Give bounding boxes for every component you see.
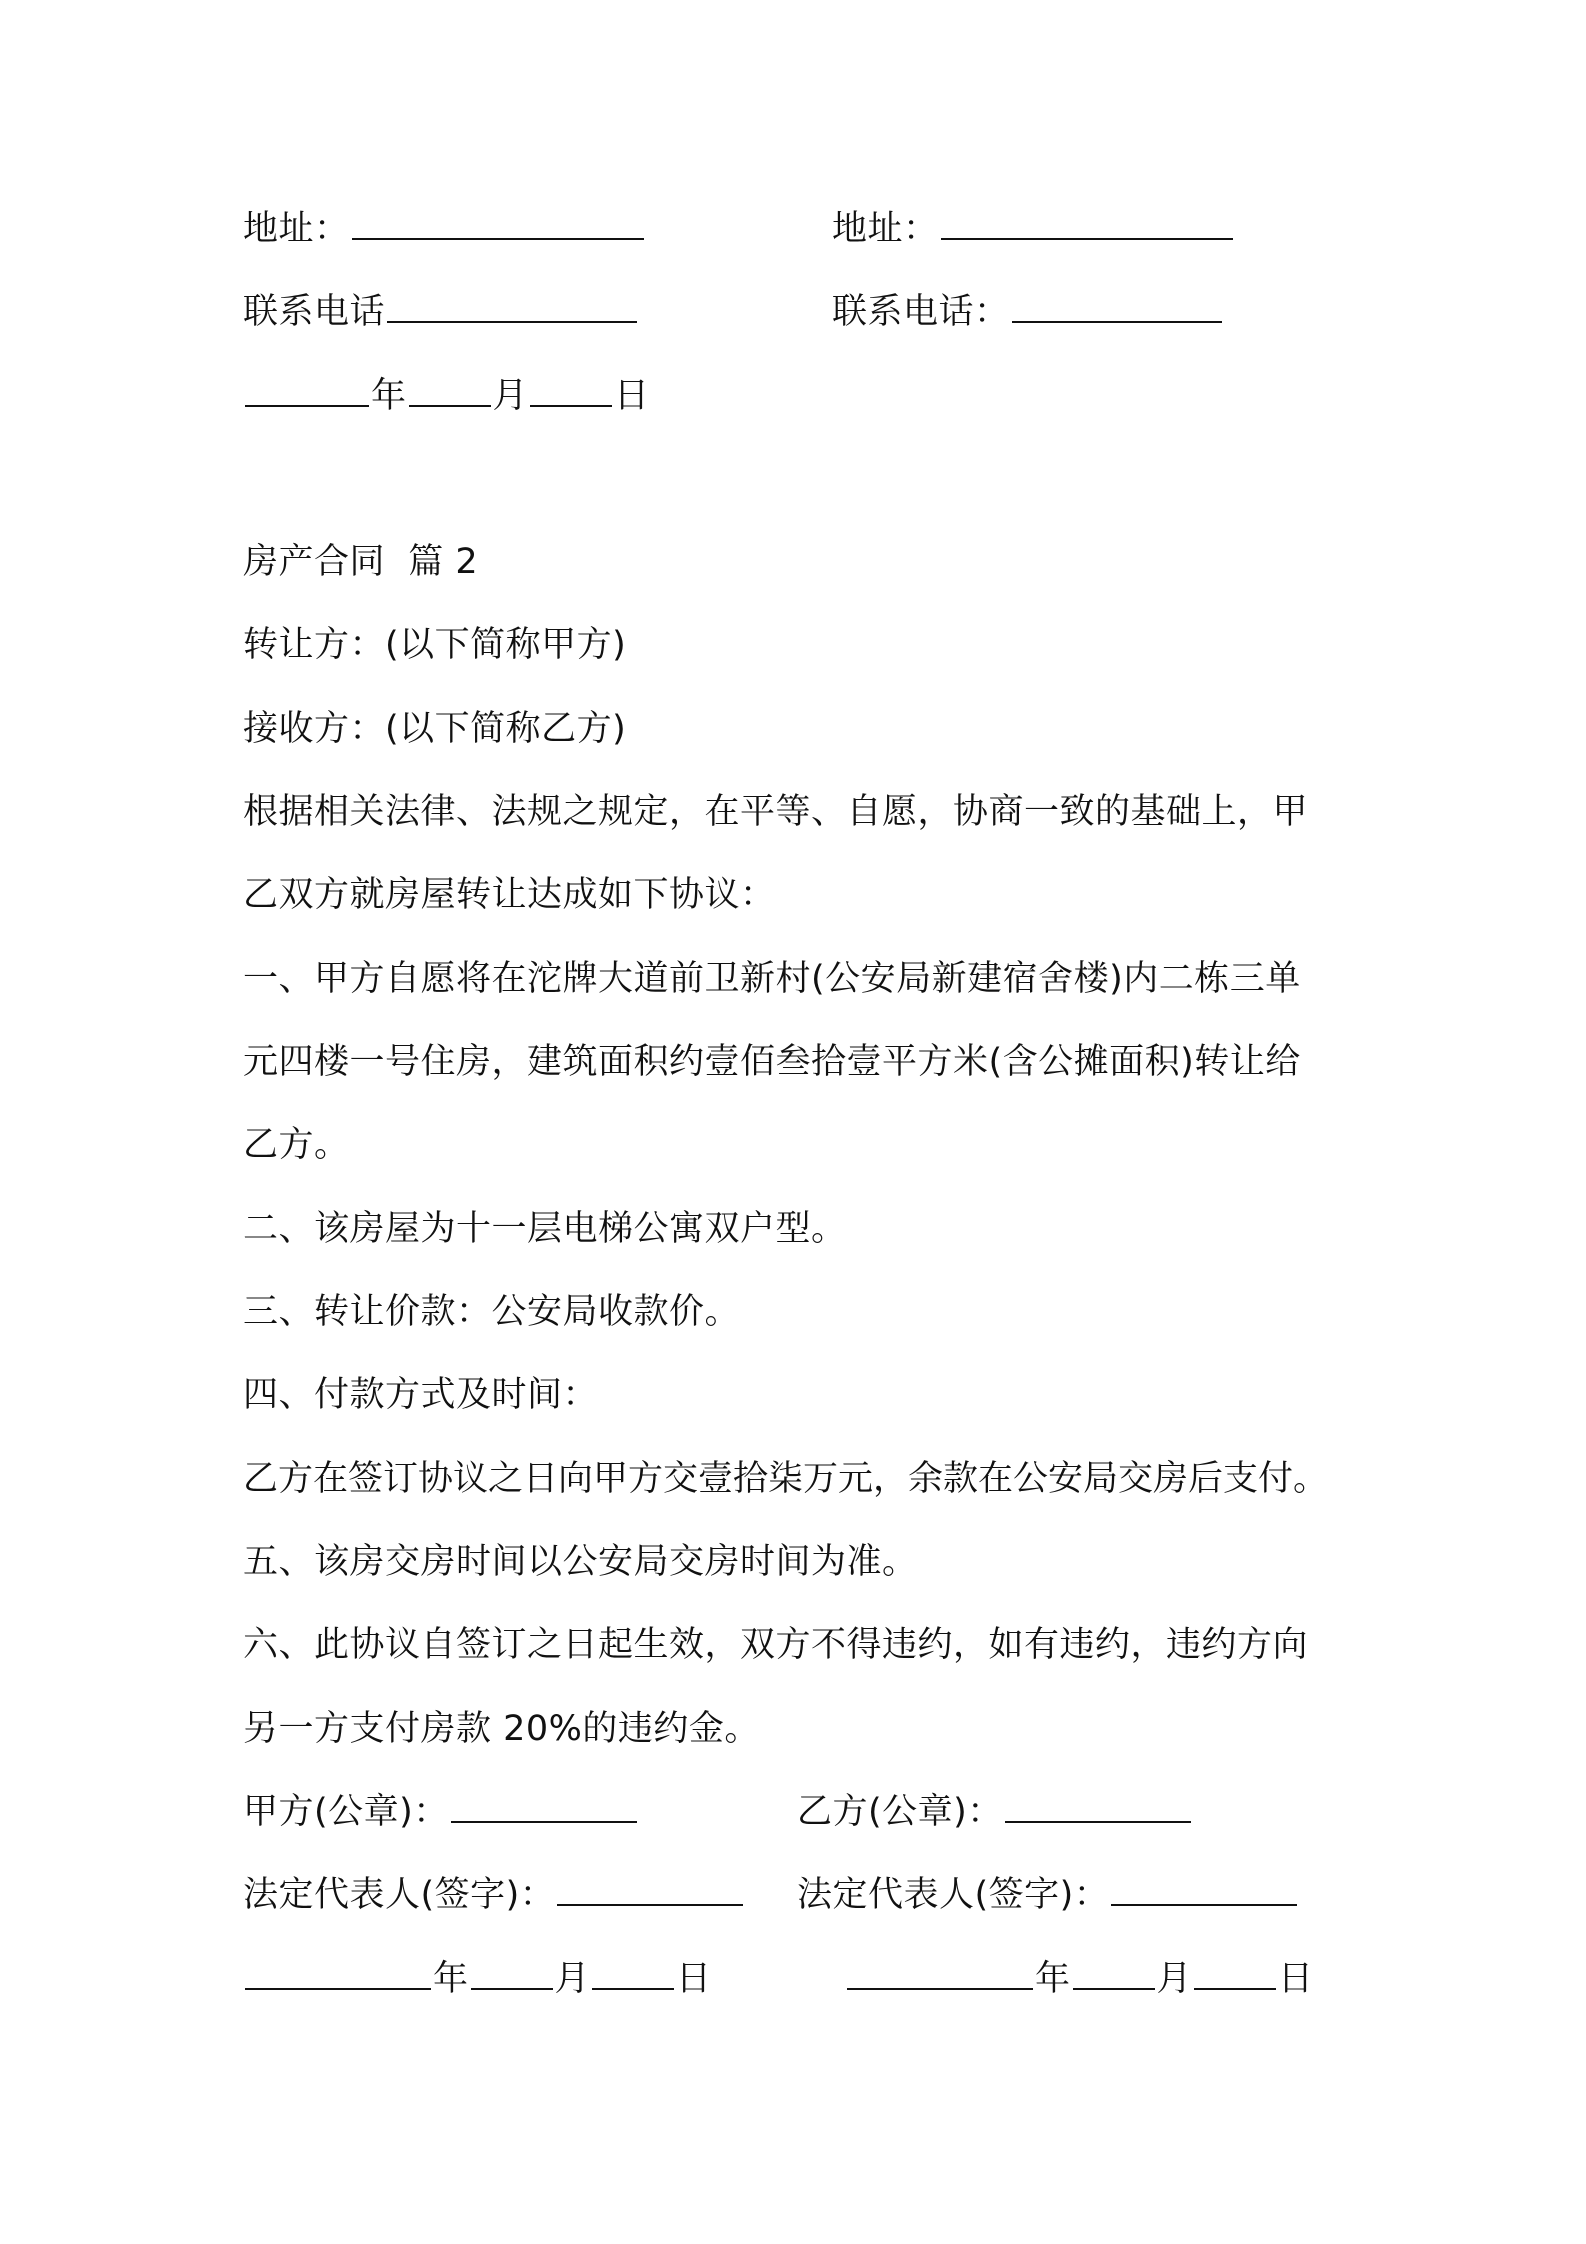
phone-blank-left[interactable] — [387, 291, 637, 323]
sign-month-label-b: 月 — [1156, 1959, 1193, 1999]
sign-year-label-a: 年 — [433, 1959, 469, 1999]
party-a-seal-row — [243, 1788, 639, 1836]
sign-year-blank-b[interactable] — [847, 1958, 1033, 1990]
party-b-seal-blank[interactable] — [1005, 1791, 1191, 1823]
legal-rep-a-row — [243, 1871, 745, 1919]
phone-right — [832, 288, 1224, 336]
year-label: 年 — [371, 376, 407, 416]
day-label: 日 — [614, 376, 650, 416]
clause6-line-2: 另一方支付房款 20%的违约金。 — [243, 1709, 760, 1749]
phone-blank-right[interactable] — [1012, 291, 1222, 323]
month-label: 月 — [492, 376, 529, 416]
legal-rep-b-label: 法定代表人(签字)： — [797, 1875, 1110, 1915]
address-blank-right[interactable] — [941, 208, 1233, 240]
intro-line-1: 根据相关法律、法规之规定，在平等、自愿，协商一致的基础上，甲 — [243, 792, 1309, 832]
phone-label-right: 联系电话： — [832, 292, 1010, 332]
transferee-line: 接收方：(以下简称乙方) — [243, 709, 627, 749]
intro-line-2: 乙双方就房屋转让达成如下协议： — [243, 875, 776, 915]
party-b-seal-label: 乙方(公章)： — [797, 1792, 1003, 1832]
year-blank[interactable] — [245, 375, 369, 407]
sign-day-blank-a[interactable] — [592, 1958, 674, 1990]
address-row — [243, 205, 646, 253]
clause3-line: 三、转让价款：公安局收款价。 — [243, 1292, 741, 1332]
sign-day-blank-b[interactable] — [1194, 1958, 1276, 1990]
contract-heading: 房产合同 篇 2 — [243, 542, 479, 582]
sign-day-label-a: 日 — [676, 1959, 712, 1999]
legal-rep-b-blank[interactable] — [1111, 1874, 1297, 1906]
clause1-line-1: 一、甲方自愿将在沱牌大道前卫新村(公安局新建宿舍楼)内二栋三单 — [243, 959, 1301, 999]
date-row-b — [845, 1955, 1314, 2003]
month-blank[interactable] — [409, 375, 491, 407]
phone-row — [243, 288, 639, 336]
sign-month-blank-a[interactable] — [471, 1958, 553, 1990]
clause4-line: 四、付款方式及时间： — [243, 1375, 599, 1415]
day-blank[interactable] — [530, 375, 612, 407]
sign-year-label-b: 年 — [1035, 1959, 1071, 1999]
date-row-a — [243, 1955, 712, 2003]
clause5-line: 五、该房交房时间以公安局交房时间为准。 — [243, 1542, 918, 1582]
address-label-left: 地址： — [243, 209, 350, 249]
legal-rep-a-blank[interactable] — [557, 1874, 743, 1906]
phone-label-left: 联系电话 — [243, 292, 386, 332]
transferor-line: 转让方：(以下简称甲方) — [243, 625, 627, 665]
clause4-detail-line: 乙方在签订协议之日向甲方交壹拾柒万元，余款在公安局交房后支付。 — [243, 1459, 1329, 1499]
clause2-line: 二、该房屋为十一层电梯公寓双户型。 — [243, 1209, 847, 1249]
party-a-seal-label: 甲方(公章)： — [243, 1792, 449, 1832]
party-a-seal-blank[interactable] — [451, 1791, 637, 1823]
sign-month-blank-b[interactable] — [1073, 1958, 1155, 1990]
address-right — [832, 205, 1235, 253]
party-b-seal-row — [797, 1788, 1193, 1836]
date-row-top — [243, 372, 650, 420]
legal-rep-a-label: 法定代表人(签字)： — [243, 1875, 556, 1915]
sign-year-blank-a[interactable] — [245, 1958, 431, 1990]
legal-rep-b-row — [797, 1871, 1299, 1919]
clause1-line-3: 乙方。 — [243, 1125, 350, 1165]
address-blank-left[interactable] — [352, 208, 644, 240]
address-label-right: 地址： — [832, 209, 939, 249]
sign-day-label-b: 日 — [1278, 1959, 1314, 1999]
clause6-line-1: 六、此协议自签订之日起生效，双方不得违约，如有违约，违约方向 — [243, 1625, 1309, 1665]
clause1-line-2: 元四楼一号住房，建筑面积约壹佰叁拾壹平方米(含公摊面积)转让给 — [243, 1042, 1301, 1082]
sign-month-label-a: 月 — [554, 1959, 591, 1999]
